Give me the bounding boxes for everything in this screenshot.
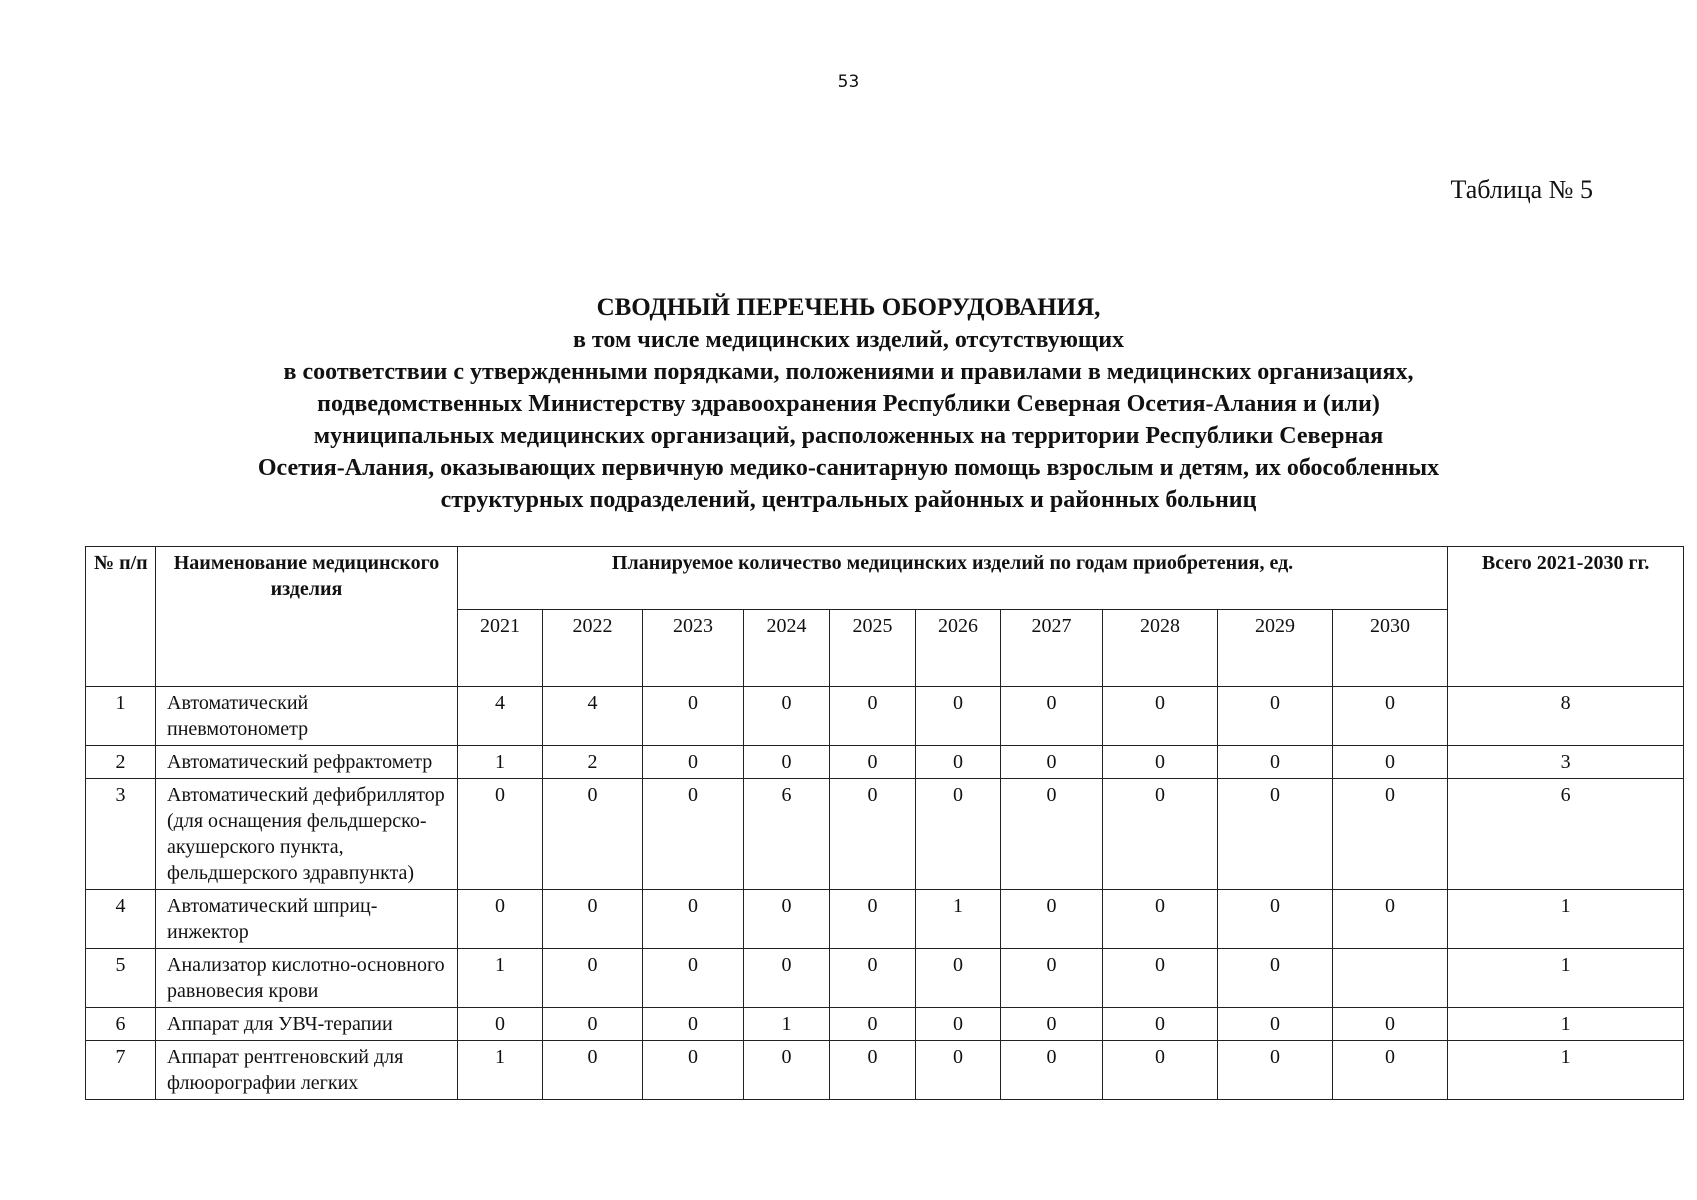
year-header: 2025 xyxy=(830,610,916,687)
heading-line: подведомственных Министерству здравоохранения Республики Северная Осетия-Алания и (или) xyxy=(317,391,1380,417)
year-quantity-cell: 0 xyxy=(543,1008,643,1041)
table-row xyxy=(86,949,1684,1008)
year-quantity-cell: 0 xyxy=(1001,746,1103,779)
year-quantity-cell: 0 xyxy=(1333,1008,1448,1041)
year-quantity-cell: 0 xyxy=(1333,779,1448,890)
year-header: 2024 xyxy=(744,610,830,687)
equipment-table xyxy=(85,546,1684,1100)
year-quantity-cell: 0 xyxy=(1218,890,1333,949)
year-quantity-cell: 1 xyxy=(458,949,543,1008)
row-number-cell: 4 xyxy=(86,890,156,949)
year-quantity-cell: 0 xyxy=(916,779,1001,890)
year-quantity-cell: 0 xyxy=(1103,890,1218,949)
column-header-name: Наименование медицинского изделия xyxy=(156,547,458,687)
year-header: 2029 xyxy=(1218,610,1333,687)
heading-line: в том числе медицинских изделий, отсутствующих xyxy=(572,327,1125,353)
year-quantity-cell: 0 xyxy=(1001,949,1103,1008)
table-header-row xyxy=(86,547,1684,610)
year-quantity-cell: 0 xyxy=(916,1041,1001,1100)
year-quantity-cell: 0 xyxy=(1218,779,1333,890)
year-quantity-cell: 0 xyxy=(744,1041,830,1100)
year-quantity-cell: 0 xyxy=(643,779,744,890)
table-row xyxy=(86,1041,1684,1100)
year-quantity-cell: 0 xyxy=(1218,949,1333,1008)
heading-line: в соответствии с утвержденными порядками, положениями и правилами в медицинских организациях, xyxy=(283,359,1414,385)
year-quantity-cell: 0 xyxy=(830,687,916,746)
year-quantity-cell: 0 xyxy=(1218,687,1333,746)
row-number-cell: 3 xyxy=(86,779,156,890)
year-quantity-cell: 0 xyxy=(1218,746,1333,779)
year-quantity-cell: 0 xyxy=(643,890,744,949)
year-quantity-cell: 0 xyxy=(1103,746,1218,779)
device-name-cell: Автоматический дефибриллятор (для оснащения фельдшерско-акушерского пункта, фельдшерского здравпункта) xyxy=(156,779,458,890)
year-quantity-cell: 1 xyxy=(458,746,543,779)
heading-line: СВОДНЫЙ ПЕРЕЧЕНЬ ОБОРУДОВАНИЯ, xyxy=(596,294,1101,321)
device-name-cell: Автоматический шприц-инжектор xyxy=(156,890,458,949)
table-body xyxy=(86,687,1684,1100)
heading-line: Осетия-Алания, оказывающих первичную медико-санитарную помощь взрослым и детям, их обособленных xyxy=(257,455,1440,481)
total-cell: 3 xyxy=(1448,746,1684,779)
year-quantity-cell: 0 xyxy=(1103,779,1218,890)
table-label: Таблица № 5 xyxy=(1450,175,1593,204)
table-row xyxy=(86,779,1684,890)
year-quantity-cell: 0 xyxy=(543,890,643,949)
year-quantity-cell: 0 xyxy=(643,1008,744,1041)
year-quantity-cell: 0 xyxy=(1333,1041,1448,1100)
table-row xyxy=(86,746,1684,779)
year-header: 2027 xyxy=(1001,610,1103,687)
year-quantity-cell: 6 xyxy=(744,779,830,890)
year-header: 2023 xyxy=(643,610,744,687)
device-name-cell: Автоматический пневмотонометр xyxy=(156,687,458,746)
row-number-cell: 5 xyxy=(86,949,156,1008)
year-quantity-cell: 0 xyxy=(1333,746,1448,779)
device-name-cell: Аппарат для УВЧ-терапии xyxy=(156,1008,458,1041)
year-quantity-cell: 0 xyxy=(458,890,543,949)
year-quantity-cell: 0 xyxy=(1103,1008,1218,1041)
year-quantity-cell: 0 xyxy=(1103,1041,1218,1100)
row-number-cell: 6 xyxy=(86,1008,156,1041)
year-quantity-cell: 0 xyxy=(1001,687,1103,746)
year-quantity-cell: 0 xyxy=(1001,1041,1103,1100)
year-quantity-cell: 0 xyxy=(643,1041,744,1100)
year-quantity-cell: 1 xyxy=(916,890,1001,949)
year-header: 2026 xyxy=(916,610,1001,687)
year-quantity-cell: 0 xyxy=(1001,1008,1103,1041)
year-header: 2021 xyxy=(458,610,543,687)
year-header: 2022 xyxy=(543,610,643,687)
year-quantity-cell: 0 xyxy=(744,687,830,746)
row-number-cell: 1 xyxy=(86,687,156,746)
year-quantity-cell: 0 xyxy=(543,949,643,1008)
year-quantity-cell: 0 xyxy=(543,1041,643,1100)
year-quantity-cell: 0 xyxy=(1218,1041,1333,1100)
device-name-cell: Автоматический рефрактометр xyxy=(156,746,458,779)
year-quantity-cell: 0 xyxy=(830,890,916,949)
total-cell: 6 xyxy=(1448,779,1684,890)
year-quantity-cell xyxy=(1333,949,1448,1008)
year-quantity-cell: 0 xyxy=(1001,779,1103,890)
year-quantity-cell: 0 xyxy=(1001,890,1103,949)
year-quantity-cell: 0 xyxy=(744,949,830,1008)
document-heading xyxy=(0,292,1697,516)
year-quantity-cell: 0 xyxy=(744,746,830,779)
year-quantity-cell: 0 xyxy=(458,1008,543,1041)
year-quantity-cell: 0 xyxy=(458,779,543,890)
year-quantity-cell: 0 xyxy=(1218,1008,1333,1041)
year-quantity-cell: 0 xyxy=(916,746,1001,779)
row-number-cell: 7 xyxy=(86,1041,156,1100)
year-quantity-cell: 0 xyxy=(1103,949,1218,1008)
year-quantity-cell: 0 xyxy=(744,890,830,949)
year-quantity-cell: 0 xyxy=(830,1041,916,1100)
table-row xyxy=(86,890,1684,949)
table-row xyxy=(86,687,1684,746)
table-row xyxy=(86,1008,1684,1041)
year-quantity-cell: 0 xyxy=(643,949,744,1008)
device-name-cell: Анализатор кислотно-основного равновесия крови xyxy=(156,949,458,1008)
column-header-planned: Планируемое количество медицинских изделий по годам приобретения, ед. xyxy=(458,547,1448,610)
year-quantity-cell: 0 xyxy=(1333,687,1448,746)
total-cell: 1 xyxy=(1448,1008,1684,1041)
row-number-cell: 2 xyxy=(86,746,156,779)
total-cell: 1 xyxy=(1448,949,1684,1008)
year-quantity-cell: 4 xyxy=(543,687,643,746)
year-quantity-cell: 0 xyxy=(830,949,916,1008)
column-header-total: Всего 2021-2030 гг. xyxy=(1448,547,1684,687)
year-quantity-cell: 0 xyxy=(643,746,744,779)
heading-line: структурных подразделений, центральных районных и районных больниц xyxy=(440,487,1257,513)
year-quantity-cell: 1 xyxy=(458,1041,543,1100)
year-quantity-cell: 0 xyxy=(830,779,916,890)
year-quantity-cell: 0 xyxy=(916,687,1001,746)
total-cell: 1 xyxy=(1448,1041,1684,1100)
year-quantity-cell: 0 xyxy=(916,1008,1001,1041)
year-header: 2028 xyxy=(1103,610,1218,687)
year-quantity-cell: 1 xyxy=(744,1008,830,1041)
year-quantity-cell: 0 xyxy=(543,779,643,890)
year-quantity-cell: 0 xyxy=(1103,687,1218,746)
device-name-cell: Аппарат рентгеновский для флюорографии легких xyxy=(156,1041,458,1100)
year-quantity-cell: 0 xyxy=(1333,890,1448,949)
year-quantity-cell: 0 xyxy=(643,687,744,746)
page-number: 53 xyxy=(837,72,860,92)
year-quantity-cell: 4 xyxy=(458,687,543,746)
year-header: 2030 xyxy=(1333,610,1448,687)
year-quantity-cell: 2 xyxy=(543,746,643,779)
year-quantity-cell: 0 xyxy=(830,1008,916,1041)
heading-line: муниципальных медицинских организаций, расположенных на территории Республики Северная xyxy=(313,423,1384,449)
total-cell: 8 xyxy=(1448,687,1684,746)
year-quantity-cell: 0 xyxy=(830,746,916,779)
column-header-num: № п/п xyxy=(86,547,156,687)
total-cell: 1 xyxy=(1448,890,1684,949)
year-quantity-cell: 0 xyxy=(916,949,1001,1008)
